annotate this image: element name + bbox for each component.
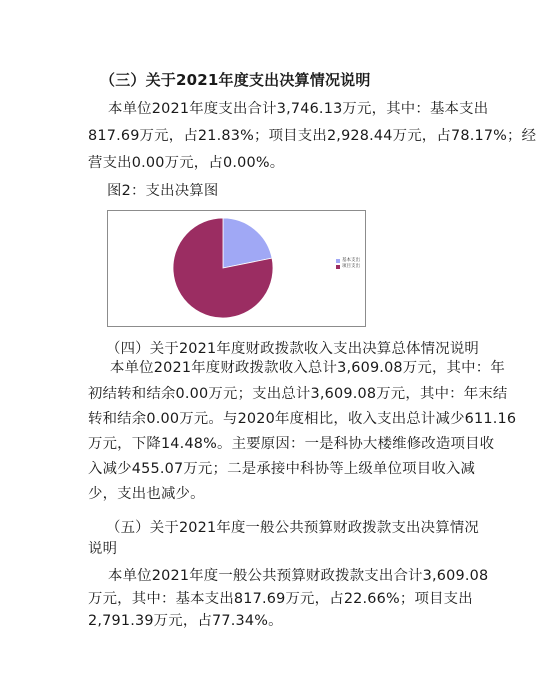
section4-line-1: 本单位2021年度财政拨款收入总计3,609.08万元，其中：年 <box>110 360 505 376</box>
legend-swatch-basic <box>336 259 340 263</box>
expenditure-pie-chart <box>107 210 366 327</box>
chart-legend <box>336 258 360 270</box>
section3-line-1: 本单位2021年度支出合计3,746.13万元，其中：基本支出 <box>108 101 489 117</box>
section5-line-2: 万元，其中：基本支出817.69万元，占22.66%；项目支出 <box>88 591 473 607</box>
section4-line-3: 转和结余0.00万元。与2020年度相比，收入支出总计减少611.16 <box>88 411 517 427</box>
section5-heading-line-2: 说明 <box>88 541 118 557</box>
section4-line-5: 入减少455.07万元；二是承接中科协等上级单位项目收入减 <box>88 461 476 477</box>
legend-label-project: 项目支出 <box>342 264 360 269</box>
legend-item-project <box>336 264 360 270</box>
section5-heading-line-1: （五）关于2021年度一般公共预算财政拨款支出决算情况 <box>106 520 480 536</box>
section3-line-2: 817.69万元，占21.83%；项目支出2,928.44万元，占78.17%；经 <box>88 128 537 144</box>
section4-line-2: 初结转和结余0.00万元；支出总计3,609.08万元，其中：年末结 <box>88 386 508 402</box>
legend-swatch-project <box>336 265 340 269</box>
section3-line-3: 营支出0.00万元，占0.00%。 <box>88 155 285 171</box>
section4-line-6: 少，支出也减少。 <box>88 486 205 502</box>
section5-line-3: 2,791.39万元，占77.34%。 <box>88 613 283 629</box>
section4-heading: （四）关于2021年度财政拨款收入支出决算总体情况说明 <box>106 341 480 357</box>
section5-line-1: 本单位2021年度一般公共预算财政拨款支出合计3,609.08 <box>108 568 489 584</box>
figure-caption: 图2：支出决算图 <box>107 183 219 199</box>
pie-chart-svg <box>108 211 365 326</box>
section3-heading: （三）关于2021年度支出决算情况说明 <box>100 71 371 89</box>
section4-line-4: 万元，下降14.48%。主要原因：一是科协大楼维修改造项目收 <box>88 436 495 452</box>
legend-label-basic: 基本支出 <box>342 258 360 263</box>
